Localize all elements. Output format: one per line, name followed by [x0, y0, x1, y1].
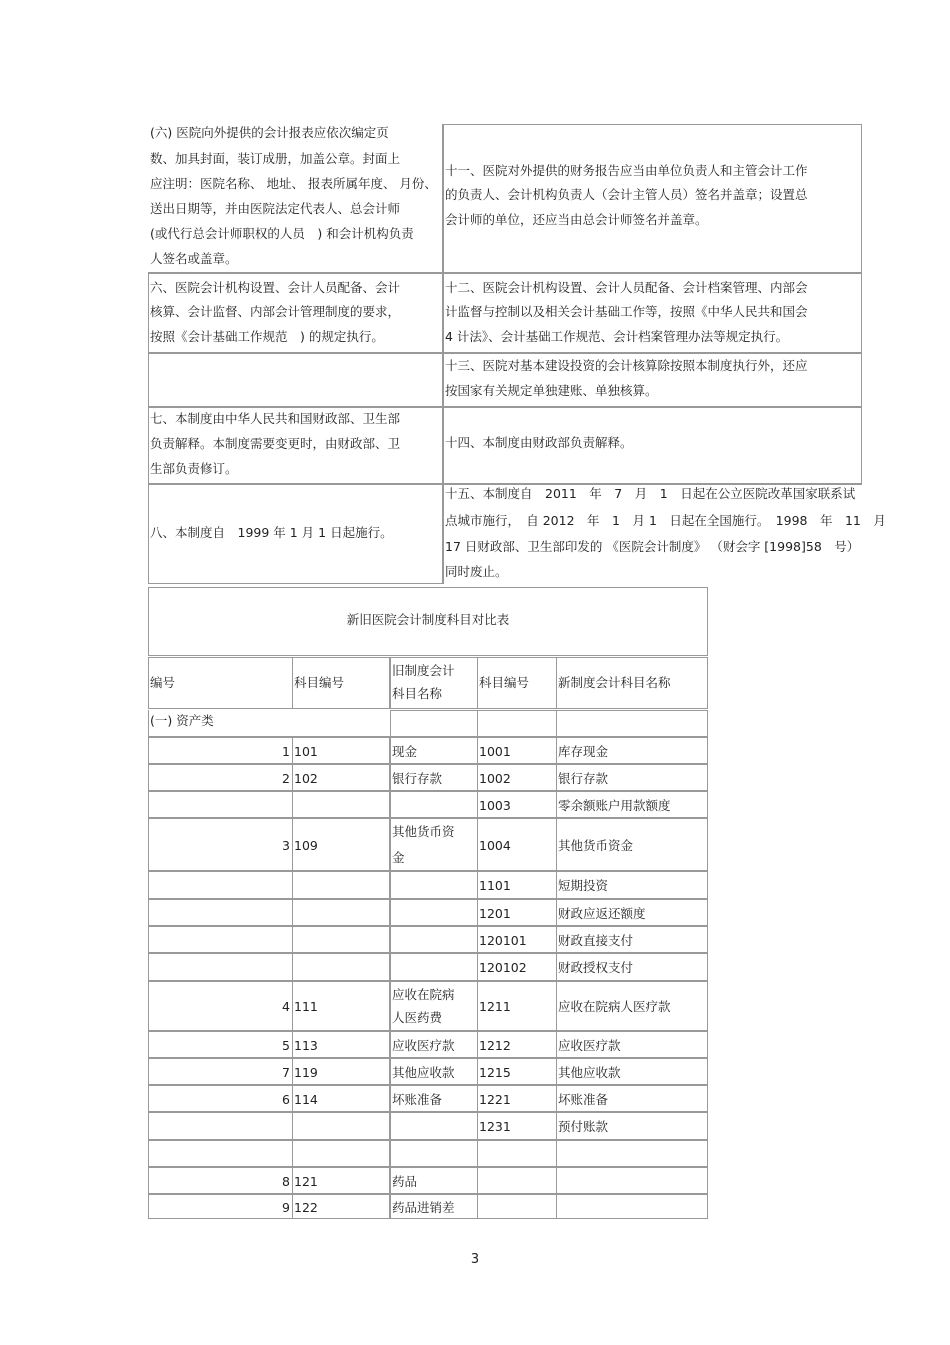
table-cell-new-code — [477, 953, 557, 981]
table-cell-old-code — [292, 818, 390, 871]
table-cell-old-code — [292, 926, 390, 953]
header-new-name: 新制度会计科目名称 — [556, 657, 708, 709]
row1-left-line: (六) 医院向外提供的会计报表应依次编定页 — [150, 125, 389, 140]
table-cell-text: 现金 — [392, 743, 418, 759]
table-cell-no — [148, 818, 293, 871]
table-cell-text: 111 — [294, 999, 318, 1014]
table-cell-old-code — [292, 1140, 390, 1167]
table-cell-text: 119 — [294, 1064, 318, 1080]
table-cell-old-name — [390, 737, 478, 764]
table-cell-old-name — [390, 1031, 478, 1058]
table-cell-old-code — [292, 1058, 390, 1085]
section-label: (一) 资产类 — [150, 713, 214, 728]
row1-right-line: 的负责人、会计机构负责人（会计主管人员）签名并盖章；设置总 — [445, 187, 808, 202]
table-cell-text: 财政直接支付 — [558, 932, 634, 948]
table-cell-old-name — [390, 764, 478, 791]
table-cell-old-name — [390, 926, 478, 953]
table-cell-new-code — [477, 1085, 557, 1112]
table-cell-old-code — [292, 899, 390, 926]
table-cell-new-code — [477, 871, 557, 899]
row2-left-line: 按照《会计基础工作规范 ) 的规定执行。 — [150, 329, 384, 344]
table-cell-new-name — [556, 871, 708, 899]
table-cell-old-name — [390, 1140, 478, 1167]
table-cell-text: 121 — [294, 1173, 318, 1189]
table-cell-text: 1002 — [479, 770, 511, 786]
table-cell-text: 坏账准备 — [558, 1091, 609, 1107]
row1-left-line: 人签名或盖章。 — [150, 251, 238, 266]
section-empty-cell — [390, 710, 478, 737]
table-cell-new-code — [477, 1140, 557, 1167]
table-cell-old-name — [390, 1085, 478, 1112]
table-cell-text: 财政应返还额度 — [558, 905, 646, 921]
table-cell-new-name — [556, 764, 708, 791]
table-cell-text: 1212 — [479, 1037, 511, 1053]
table-cell-new-name — [556, 1140, 708, 1167]
table-cell-text: 5 — [282, 1037, 290, 1053]
table-cell-no — [148, 1194, 293, 1219]
table-cell-text: 预付账款 — [558, 1119, 609, 1134]
table-cell-new-name — [556, 1194, 708, 1219]
table-cell-text: 114 — [294, 1091, 318, 1107]
table-cell-old-code — [292, 1031, 390, 1058]
table-cell-new-code — [477, 1058, 557, 1085]
table-cell-text: 库存现金 — [558, 743, 609, 759]
table-cell-new-name — [556, 1031, 708, 1058]
table-cell-text: 短期投资 — [558, 878, 609, 893]
table-cell-text: 7 — [282, 1064, 290, 1080]
section-empty-cell — [477, 710, 557, 737]
table-cell-new-code — [477, 737, 557, 764]
table-cell-new-name — [556, 791, 708, 818]
row2-left-line: 核算、会计监督、内部会计管理制度的要求， — [150, 304, 401, 319]
table-cell-text: 6 — [282, 1091, 290, 1107]
table-cell-text: 1101 — [479, 878, 511, 893]
table-cell-new-name — [556, 981, 708, 1031]
table-cell-new-name — [556, 926, 708, 953]
table-cell-new-code — [477, 1194, 557, 1219]
table-cell-old-name — [390, 1167, 478, 1194]
table-cell-no — [148, 953, 293, 981]
table-cell-text: 金 — [392, 850, 405, 865]
table-cell-new-name — [556, 737, 708, 764]
table-cell-new-code — [477, 1112, 557, 1140]
table-cell-text: 101 — [294, 743, 318, 759]
row1-right-line: 会计师的单位，还应当由总会计师签名并盖章。 — [445, 212, 708, 227]
table-cell-old-name — [390, 1194, 478, 1219]
page-number: 3 — [470, 1252, 480, 1267]
table-cell-new-name — [556, 899, 708, 926]
table-cell-text: 109 — [294, 837, 318, 853]
table-cell-text: 坏账准备 — [392, 1091, 443, 1107]
table-title: 新旧医院会计制度科目对比表 — [346, 612, 510, 627]
table-cell-text: 其他应收款 — [558, 1064, 621, 1080]
table-cell-no — [148, 1112, 293, 1140]
table-cell-new-code — [477, 981, 557, 1031]
table-cell-new-code — [477, 1167, 557, 1194]
table-cell-text: 其他应收款 — [392, 1064, 455, 1080]
row5-right-line: 十五、本制度自 2011 年 7 月 1 日起在公立医院改革国家联系试 — [445, 486, 856, 501]
row4-left-line: 七、本制度由中华人民共和国财政部、卫生部 — [150, 411, 401, 426]
table-cell-text: 应收在院病 — [392, 987, 455, 1002]
table-cell-text: 2 — [282, 770, 290, 786]
table-cell-text: 其他货币资金 — [558, 837, 634, 853]
row5-right-line: 同时废止。 — [445, 564, 508, 579]
table-cell-text: 药品 — [392, 1173, 418, 1189]
table-cell-no — [148, 1031, 293, 1058]
table-cell-text: 122 — [294, 1199, 318, 1215]
table-cell-no — [148, 981, 293, 1031]
table-cell-text: 1215 — [479, 1064, 511, 1080]
table-cell-text: 4 — [282, 999, 290, 1014]
table-cell-old-code — [292, 737, 390, 764]
table-cell-no — [148, 1140, 293, 1167]
table-cell-old-name — [390, 981, 478, 1031]
table-cell-no — [148, 764, 293, 791]
table-cell-text: 其他货币资 — [392, 824, 455, 839]
table-cell-old-code — [292, 981, 390, 1031]
table-bottom-border — [148, 1218, 708, 1219]
table-cell-text: 1221 — [479, 1091, 511, 1107]
table-title-cell — [148, 587, 708, 656]
table-cell-old-code — [292, 1167, 390, 1194]
table-cell-new-code — [477, 926, 557, 953]
table-cell-text: 零余额账户用款额度 — [558, 797, 671, 813]
header-old-name: 旧制度会计 科目名称 — [390, 657, 478, 709]
table-cell-no — [148, 1085, 293, 1112]
table-cell-text: 120101 — [479, 932, 527, 948]
row1-left-line: (或代行总会计师职权的人员 ) 和会计机构负责 — [150, 226, 414, 241]
table-cell-text: 3 — [282, 837, 290, 853]
row2-right-line: 4 计法》、会计基础工作规范、会计档案管理办法等规定执行。 — [445, 329, 789, 344]
row3-left-cell — [148, 353, 443, 407]
header-new-code: 科目编号 — [477, 657, 557, 709]
table-cell-no — [148, 737, 293, 764]
table-cell-text: 113 — [294, 1037, 318, 1053]
section-label-cell — [148, 710, 391, 737]
table-cell-text: 120102 — [479, 960, 527, 975]
row3-right-line: 十三、医院对基本建设投资的会计核算除按照本制度执行外，还应 — [445, 358, 808, 373]
row2-right-line: 计监督与控制以及相关会计基础工作等，按照《中华人民共和国会 — [445, 304, 808, 319]
row3-right-line: 按国家有关规定单独建账、单独核算。 — [445, 383, 658, 398]
table-cell-new-code — [477, 1031, 557, 1058]
table-cell-text: 人医药费 — [392, 1010, 443, 1025]
table-cell-text: 1004 — [479, 837, 511, 853]
table-cell-text: 1003 — [479, 797, 511, 813]
table-cell-old-code — [292, 764, 390, 791]
table-cell-old-name — [390, 899, 478, 926]
table-cell-text: 1 — [282, 743, 290, 759]
row5-right-line: 17 日财政部、卫生部印发的 《医院会计制度》 （财会字 [1998]58 号） — [445, 539, 860, 554]
table-cell-text: 银行存款 — [392, 770, 443, 786]
section-empty-cell — [556, 710, 708, 737]
table-cell-new-name — [556, 1112, 708, 1140]
table-cell-new-code — [477, 791, 557, 818]
table-cell-no — [148, 1058, 293, 1085]
table-cell-old-code — [292, 953, 390, 981]
table-cell-text: 1001 — [479, 743, 511, 759]
row2-right-line: 十二、医院会计机构设置、会计人员配备、会计档案管理、内部会 — [445, 280, 808, 295]
row4-right-line: 十四、本制度由财政部负责解释。 — [445, 435, 633, 450]
table-cell-text: 应收在院病人医疗款 — [558, 999, 671, 1014]
table-cell-text: 药品进销差 — [392, 1199, 455, 1215]
header-old-code: 科目编号 — [292, 657, 390, 709]
table-cell-new-code — [477, 764, 557, 791]
table-cell-new-name — [556, 1058, 708, 1085]
table-cell-new-name — [556, 1085, 708, 1112]
table-cell-text: 财政授权支付 — [558, 960, 634, 975]
table-cell-old-code — [292, 1194, 390, 1219]
table-cell-old-name — [390, 871, 478, 899]
table-cell-old-name — [390, 953, 478, 981]
row5-left-line: 八、本制度自 1999 年 1 月 1 日起施行。 — [150, 525, 393, 540]
table-cell-text: 应收医疗款 — [392, 1037, 455, 1053]
table-cell-old-name — [390, 1112, 478, 1140]
table-cell-text: 102 — [294, 770, 318, 786]
row4-left-line: 负责解释。本制度需要变更时，由财政部、卫 — [150, 436, 401, 451]
table-cell-old-code — [292, 791, 390, 818]
table-cell-text: 8 — [282, 1173, 290, 1189]
table-cell-no — [148, 926, 293, 953]
table-cell-text: 9 — [282, 1199, 290, 1215]
table-cell-old-code — [292, 1112, 390, 1140]
table-cell-old-name — [390, 791, 478, 818]
row1-left-line: 应注明：医院名称、 地址、 报表所属年度、 月份、 — [150, 176, 437, 191]
row2-left-line: 六、医院会计机构设置、会计人员配备、会计 — [150, 280, 401, 295]
table-cell-no — [148, 871, 293, 899]
row1-left-line: 送出日期等，并由医院法定代表人、总会计师 — [150, 201, 401, 216]
table-cell-new-name — [556, 953, 708, 981]
table-cell-old-code — [292, 871, 390, 899]
table-cell-old-name — [390, 818, 478, 871]
table-cell-text: 1211 — [479, 999, 511, 1014]
row1-left-line: 数、加具封面，装订成册，加盖公章。封面上 — [150, 151, 401, 166]
header-no: 编号 — [148, 657, 293, 709]
table-cell-no — [148, 791, 293, 818]
table-cell-text: 1231 — [479, 1119, 511, 1134]
table-cell-text: 1201 — [479, 905, 511, 921]
row1-right-line: 十一、医院对外提供的财务报告应当由单位负责人和主管会计工作 — [445, 163, 808, 178]
table-cell-no — [148, 1167, 293, 1194]
table-cell-new-name — [556, 818, 708, 871]
row5-right-line: 点城市施行， 自 2012 年 1 月 1 日起在全国施行。 1998 年 11 月 — [445, 513, 886, 528]
table-cell-new-code — [477, 899, 557, 926]
table-cell-old-code — [292, 1085, 390, 1112]
row4-left-line: 生部负责修订。 — [150, 461, 238, 476]
table-cell-new-name — [556, 1167, 708, 1194]
table-cell-text: 银行存款 — [558, 770, 609, 786]
table-cell-old-name — [390, 1058, 478, 1085]
table-cell-text: 应收医疗款 — [558, 1037, 621, 1053]
table-cell-no — [148, 899, 293, 926]
table-cell-new-code — [477, 818, 557, 871]
